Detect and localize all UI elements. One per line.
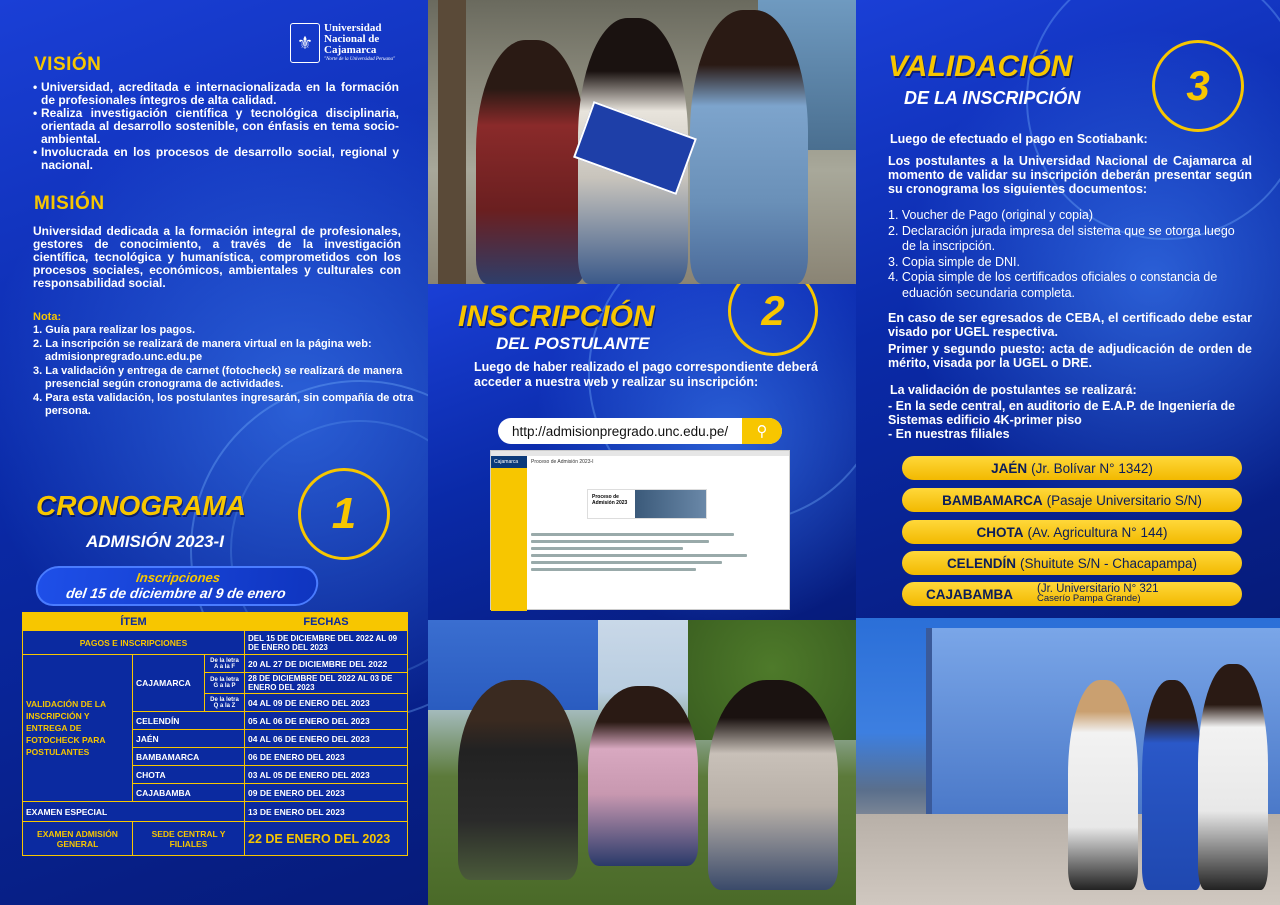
list-item: • Universidad, acreditada e internacionalizada en la formación de profesionales íntegros de alta calidad. (33, 81, 399, 107)
table-row: De la letra Q a la Z 04 AL 09 DE ENERO DEL 2023 (23, 694, 408, 712)
students-photo-bottom (428, 620, 856, 905)
list-item: 4. Para esta validación, los postulantes ingresarán, sin compañía de otra persona. (33, 391, 414, 417)
table-row: EXAMEN ADMISIÓN GENERAL SEDE CENTRAL Y FILIALES 22 DE ENERO DEL 2023 (23, 822, 408, 856)
ceba-note: En caso de ser egresados de CEBA, el certificado debe estar visado por UGEL respectiva. (888, 311, 1252, 339)
table-row: VALIDACIÓN DE LA INSCRIPCIÓN Y ENTREGA DE FOTOCHECK PARA POSTULANTES CAJAMARCA De la letra A a la F 20 AL 27 DE DICIEMBRE DEL 2022 (23, 655, 408, 673)
schedule-table (22, 612, 408, 856)
table-header: ÍTEM (23, 613, 245, 631)
list-item: 2. Declaración jurada impresa del sistema que se otorga luego de la inscripción. (888, 223, 1235, 253)
location-bambamarca: BAMBAMARCA (Pasaje Universitario S/N) (902, 488, 1242, 512)
tree-trunk (438, 0, 466, 284)
cronograma-subtitle: ADMISIÓN 2023-I (86, 532, 224, 551)
table-row: CHOTA 03 AL 05 DE ENERO DEL 2023 (23, 766, 408, 784)
step-number-2: 2 (728, 284, 818, 356)
table-row: De la letra G a la P 28 DE DICIEMBRE DEL 2022 AL 03 DE ENERO DEL 2023 (23, 673, 408, 694)
location-cajabamba: CAJABAMBA (Jr. Universitario N° 321 Caserío Pampa Grande) (902, 582, 1242, 606)
val-intro: La validación de postulantes se realizará: (890, 383, 1137, 397)
step-number-1: 1 (298, 468, 390, 560)
table-row: CAJABAMBA 09 DE ENERO DEL 2023 (23, 784, 408, 802)
student-figure (1198, 664, 1268, 890)
list-item: 3. Copia simple de DNI. (888, 254, 1021, 269)
vision-title: VISIÓN (34, 54, 102, 75)
table-header: FECHAS (245, 613, 408, 631)
url-text[interactable]: http://admisionpregrado.unc.edu.pe/ (512, 423, 729, 439)
cronograma-title: CRONOGRAMA (36, 490, 246, 521)
student-figure (458, 680, 578, 880)
list-item: • Involucrada en los procesos de desarrollo social, regional y nacional. (33, 146, 399, 172)
table-row: CELENDÍN 05 AL 06 DE ENERO DEL 2023 (23, 712, 408, 730)
inscripcion-title: INSCRIPCIÓN (458, 300, 655, 333)
right-panel (856, 0, 1280, 618)
table-row: JAÉN 04 AL 06 DE ENERO DEL 2023 (23, 730, 408, 748)
validacion-para: Los postulantes a la Universidad Nacional de Cajamarca al momento de validar su inscripción deberán presentar según su cronograma los siguientes documentos: (888, 154, 1252, 196)
decor-ring (1026, 0, 1280, 240)
list-item: - En la sede central, en auditorio de E.A.P. de Ingeniería de Sistemas edificio 4K-primer piso (888, 399, 1236, 427)
vision-list (33, 81, 399, 172)
validacion-intro: Luego de efectuado el pago en Scotiabank: (890, 132, 1148, 146)
search-icon[interactable]: ⚲ (742, 418, 782, 444)
list-item: - En nuestras filiales (888, 427, 1010, 441)
student-figure (1142, 680, 1202, 890)
docs-list (888, 208, 1248, 301)
student-figure (476, 40, 586, 284)
student-figure (708, 680, 838, 890)
nota-list (33, 324, 423, 419)
university-logo: ⚜ Universidad Nacional de Cajamarca "Norte de la Universidad Peruana" (290, 20, 402, 66)
mision-text: Universidad dedicada a la formación integral de profesionales, gestores de conocimiento, a través de la investigación científica, tecnológica y humanística, comprometidos con los procesos sociales, económicos, ambientales y culturales con responsabilidad social. (33, 224, 401, 290)
inscripcion-text: Luego de haber realizado el pago correspondiente deberá acceder a nuestra web y realizar su inscripción: (474, 360, 818, 389)
campus-photo (856, 618, 1280, 905)
list-item: • Realiza investigación científica y tecnológica disciplinaria, orientada al desarrollo sostenible, con énfasis en tema socio-ambiental. (33, 107, 399, 146)
list-item: 4. Copia simple de los certificados oficiales o constancia de eduación secundaria completa. (888, 270, 1218, 300)
screenshot-banner: Proceso de Admisión 2023 (587, 489, 707, 519)
student-figure (690, 10, 808, 284)
table-row: PAGOS E INSCRIPCIONES DEL 15 DE DICIEMBRE DEL 2022 AL 09 DE ENERO DEL 2023 (23, 631, 408, 655)
primer-note: Primer y segundo puesto: acta de adjudicación de orden de mérito, visada por la UGEL o DRE. (888, 342, 1252, 370)
left-panel (0, 0, 428, 905)
validacion-subtitle: DE LA INSCRIPCIÓN (904, 88, 1081, 108)
center-panel (428, 284, 856, 620)
validacion-title: VALIDACIÓN (888, 50, 1073, 83)
step-number-3: 3 (1152, 40, 1244, 132)
location-celendin: CELENDÍN (Shuitute S/N - Chacapampa) (902, 551, 1242, 575)
list-item: 3. La validación y entrega de carnet (fotocheck) se realizará de manera presencial según cronograma de actividades. (33, 364, 403, 390)
nota-title: Nota: (33, 311, 62, 323)
url-bar[interactable] (498, 418, 782, 444)
val-list (888, 399, 1258, 441)
table-row: EXAMEN ESPECIAL 13 DE ENERO DEL 2023 (23, 802, 408, 822)
student-figure (588, 686, 698, 866)
mision-title: MISIÓN (34, 193, 105, 214)
student-figure (1068, 680, 1138, 890)
location-chota: CHOTA (Av. Agricultura N° 144) (902, 520, 1242, 544)
website-screenshot: Cajamarca Proceso de Admisión 2023-I Proceso de Admisión 2023 (490, 450, 790, 610)
table-row: BAMBAMARCA 06 DE ENERO DEL 2023 (23, 748, 408, 766)
list-item: 1. Voucher de Pago (original y copia) (888, 208, 1093, 222)
inscripciones-badge: Inscripciones del 15 de diciembre al 9 de enero (33, 566, 321, 606)
students-photo-top (428, 0, 856, 284)
inscripcion-subtitle: DEL POSTULANTE (496, 334, 650, 353)
list-item: 2. La inscripción se realizará de manera virtual en la página web: admisionpregrado.unc.edu.pe (33, 337, 372, 363)
location-jaen: JAÉN (Jr. Bolívar N° 1342) (902, 456, 1242, 480)
list-item: 1. Guía para realizar los pagos. (33, 324, 196, 336)
crest-icon: ⚜ (290, 23, 320, 63)
